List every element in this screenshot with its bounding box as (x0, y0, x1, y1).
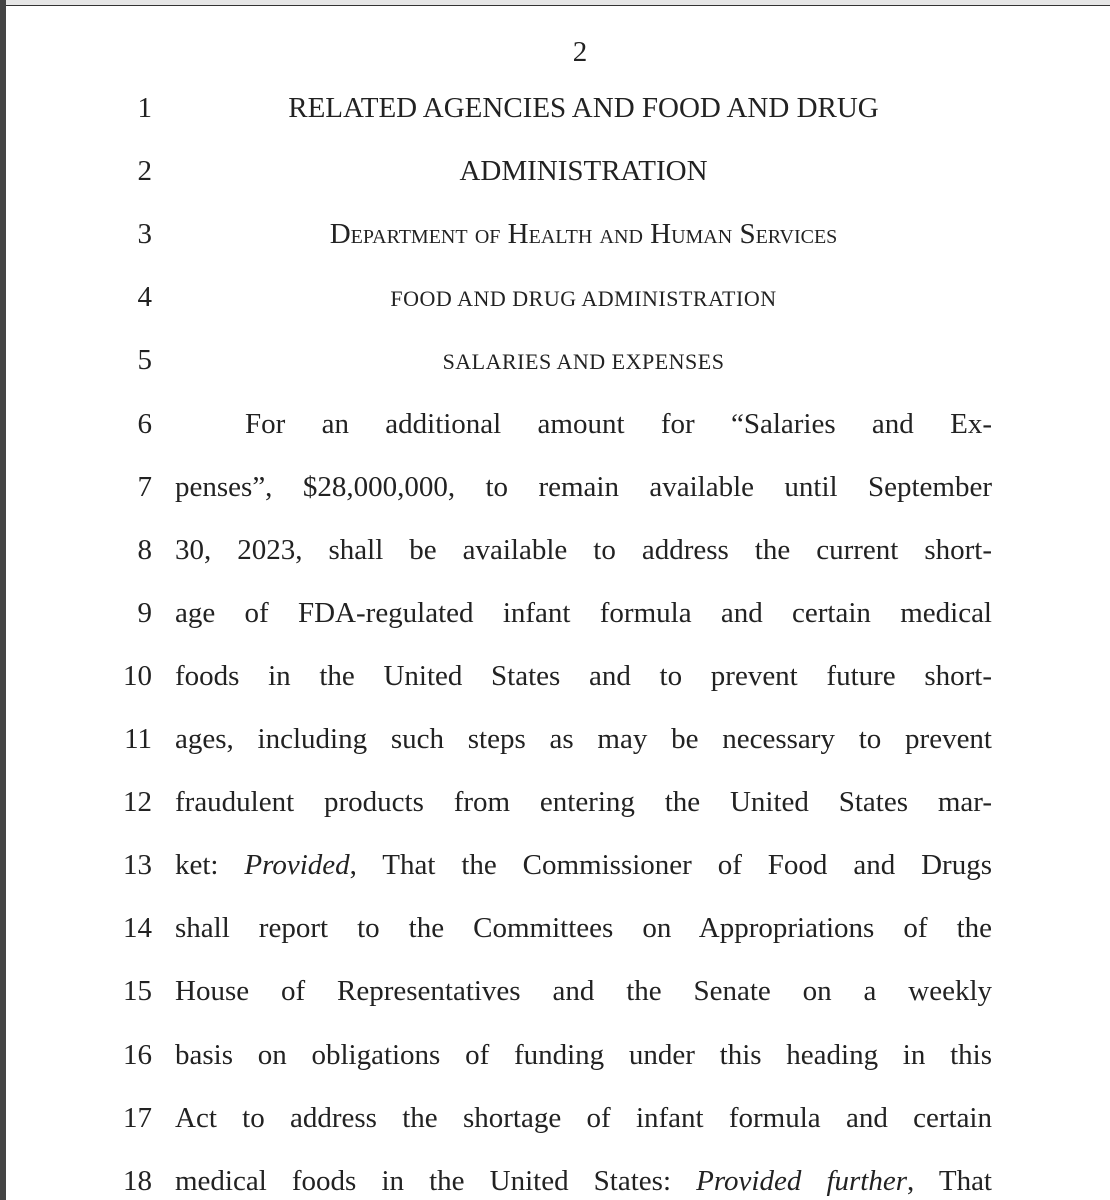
line-number: 4 (137, 281, 152, 314)
document-line (175, 155, 992, 188)
document-line (175, 786, 992, 819)
line-number: 8 (137, 533, 152, 566)
line-number: 14 (123, 912, 152, 945)
italic-term: Provided (244, 849, 350, 882)
line-number: 7 (137, 470, 152, 503)
line-text: basis on obligations of funding under this heading in this (175, 1038, 992, 1071)
document-line (175, 349, 992, 375)
line-text: Act to address the shortage of infant formula and certain (175, 1101, 992, 1134)
line-text: , That the Commissioner of Food and Drugs (349, 849, 992, 882)
document-line (175, 92, 992, 125)
line-text: penses”, $28,000,000, to remain available until September (175, 470, 992, 503)
line-number: 2 (137, 155, 152, 188)
line-text: 30, 2023, shall be available to address the current short- (175, 533, 992, 566)
viewer-top-bar (0, 0, 1110, 6)
line-number: 11 (124, 723, 152, 755)
line-text: SALARIES AND EXPENSES (442, 349, 725, 375)
line-text: medical foods in the United States: (175, 1164, 697, 1197)
line-text: foods in the United States and to prevent future short- (175, 659, 992, 692)
line-number: 17 (123, 1101, 152, 1134)
document-line (175, 723, 992, 756)
line-number: 12 (123, 786, 152, 819)
line-number: 13 (123, 849, 152, 882)
document-line (175, 1165, 992, 1198)
document-line (175, 1039, 992, 1072)
line-text: House of Representatives and the Senate on a weekly (175, 975, 992, 1008)
line-number: 5 (137, 344, 152, 377)
line-text: RELATED AGENCIES AND FOOD AND DRUG (288, 92, 879, 124)
line-text: FOOD AND DRUG ADMINISTRATION (390, 286, 777, 312)
line-number: 3 (137, 218, 152, 251)
line-number: 15 (123, 975, 152, 1008)
document-line (175, 534, 992, 567)
page-number: 2 (572, 36, 588, 68)
line-number: 1 (137, 92, 152, 124)
document-line (245, 408, 992, 441)
line-text: age of FDA-regulated infant formula and certain medical (175, 596, 992, 629)
document-line (175, 1102, 992, 1135)
line-text: shall report to the Committees on Appropriations of the (175, 912, 992, 945)
line-number: 16 (123, 1038, 152, 1071)
document-line (175, 849, 992, 882)
italic-term: Provided further (696, 1164, 908, 1197)
line-text: fraudulent products from entering the United States mar- (175, 786, 992, 819)
line-number: 18 (123, 1164, 152, 1197)
document-line (175, 471, 992, 504)
document-line (175, 286, 992, 312)
line-text: , That (907, 1164, 992, 1197)
line-number: 10 (123, 659, 152, 692)
line-text: ages, including such steps as may be necessary to prevent (175, 723, 992, 755)
line-text: For an additional amount for “Salaries and Ex- (245, 407, 992, 440)
line-text: ADMINISTRATION (459, 155, 708, 188)
document-line (175, 660, 992, 693)
line-number: 9 (137, 596, 152, 629)
line-text: Department of Health and Human Services (329, 218, 838, 251)
document-line (175, 975, 992, 1008)
viewer-left-edge (0, 0, 6, 1200)
document-line (175, 597, 992, 630)
line-number: 6 (137, 407, 152, 440)
document-line (175, 218, 992, 251)
document-line (175, 912, 992, 945)
line-text: ket: (175, 849, 245, 882)
